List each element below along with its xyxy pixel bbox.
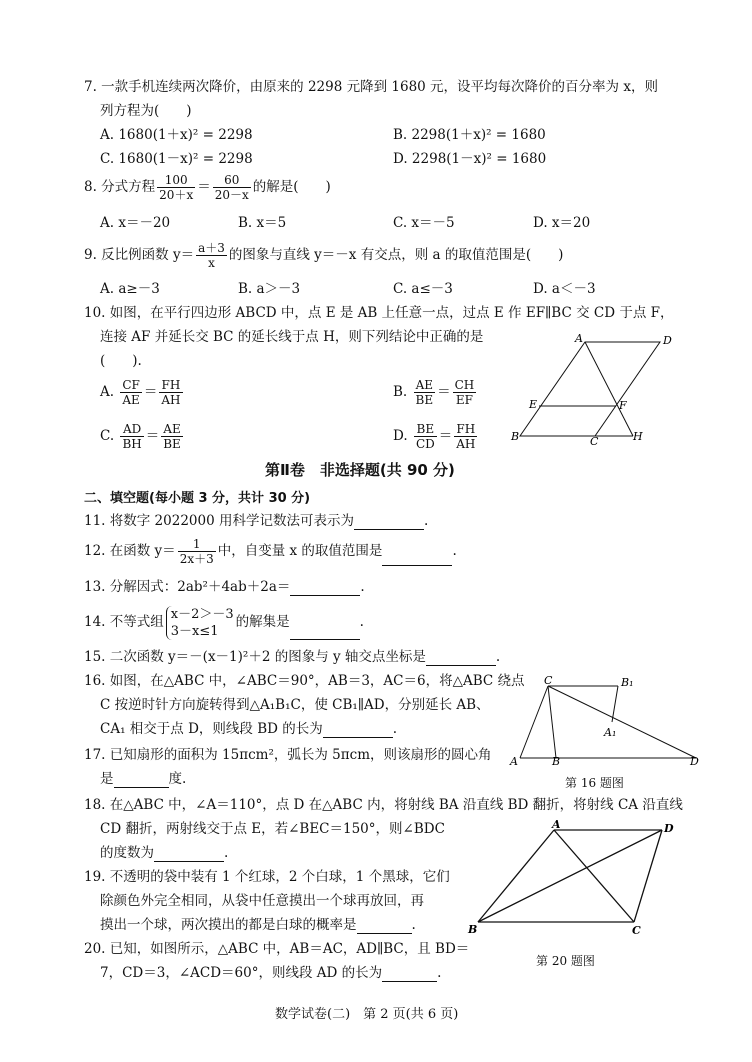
q9-stem: 9. 反比例函数 y＝ $\frac{a+3}{x}$ 的图象与直线 y＝－x 有交点，则 a 的取值范围是( ) <box>84 241 564 270</box>
q20-label-b: B <box>468 923 478 936</box>
q18-line1: 18. 在△ABC 中，∠A＝110°，点 D 在△ABC 内，将射线 BA 沿直线 BD 翻折，将射线 CA 沿直线 <box>84 797 683 813</box>
q8-prefix: 8. 分式方程 <box>84 179 156 195</box>
q10-label-f: F <box>619 399 627 412</box>
q18-line3: 的度数为 . <box>100 845 229 861</box>
q7-option-b: B. 2298(1＋x)² = 1680 <box>393 127 546 143</box>
q10-d-frac1: $\frac{BE}{CD}$ <box>415 422 435 451</box>
q16-line1: 16. 如图，在△ABC 中，∠ABC＝90°，AB＝3，AC＝6，将△ABC 绕点 <box>84 673 525 689</box>
q7-option-d: D. 2298(1－x)² = 1680 <box>393 151 547 167</box>
q10-d-frac2: $\frac{FH}{AH}$ <box>456 422 476 451</box>
q9-option-c: C. a≤－3 <box>393 281 453 297</box>
q14-inequality-system: x－2＞－3 3－x≤1 <box>166 606 234 640</box>
q12-answer-blank[interactable] <box>382 551 452 566</box>
q12: 12. 在函数 y＝ $\frac{1}{2x+3}$ 中，自变量 x 的取值范围是 . <box>84 537 457 566</box>
q20-segment-bd <box>478 830 662 922</box>
q7-option-c: C. 1680(1－x)² = 2298 <box>100 151 253 167</box>
q10-label-b: B <box>511 430 520 443</box>
q13-answer-blank[interactable] <box>290 581 360 596</box>
q10-option-a: A. $\frac{CF}{AE}$ ＝ $\frac{FH}{AH}$ <box>100 378 181 407</box>
q17-line2: 是 度. <box>100 771 187 787</box>
q14: 14. 不等式组 x－2＞－3 3－x≤1 的解集是 . <box>84 606 364 639</box>
q20-answer-blank[interactable] <box>382 967 437 982</box>
q16-rotation-figure <box>508 674 708 766</box>
q20-line2: 7，CD＝3，∠ACD＝60°，则线段 AD 的长为 . <box>100 965 442 981</box>
q10-a-frac1: $\frac{CF}{AE}$ <box>122 378 140 407</box>
q10-option-b: B. $\frac{AE}{BE}$ ＝ $\frac{CH}{EF}$ <box>393 378 475 407</box>
q10-c-frac1: $\frac{AD}{BH}$ <box>122 422 142 451</box>
section-2-title: 第Ⅱ卷 非选择题(共 90 分) <box>265 461 455 479</box>
q11-answer-blank[interactable] <box>354 515 424 530</box>
q16-segment-b1a1 <box>612 686 618 722</box>
q10-label-d: D <box>663 334 672 347</box>
q17-line1: 17. 已知扇形的面积为 15πcm²，弧长为 5πcm，则该扇形的圆心角 <box>84 747 492 763</box>
q7-line1: 7. 一款手机连续两次降价，由原来的 2298 元降到 1680 元，设平均每次降价的百分率为 x，则 <box>84 79 658 95</box>
q16-label-b1: B₁ <box>621 676 634 689</box>
q9-fraction: $\frac{a+3}{x}$ <box>198 241 225 270</box>
q15: 15. 二次函数 y＝－(x－1)²＋2 的图象与 y 轴交点坐标是 . <box>84 649 501 665</box>
q16-segment-cd <box>548 686 696 758</box>
q20-label-a: A <box>552 818 561 831</box>
q9-option-d: D. a＜－3 <box>533 281 596 297</box>
q10-b-frac2: $\frac{CH}{EF}$ <box>454 378 475 407</box>
q10-a-frac2: $\frac{FH}{AH}$ <box>161 378 181 407</box>
page-footer: 数学试卷(二) 第 2 页(共 6 页) <box>275 1007 459 1022</box>
q16-label-a1: A₁ <box>604 726 617 739</box>
q8-option-b: B. x＝5 <box>238 215 287 231</box>
q10-line2: 连接 AF 并延长交 BC 的延长线于点 H，则下列结论中正确的是 <box>100 329 484 345</box>
q16-segment-cb <box>548 686 556 758</box>
q16-line2: C 按逆时针方向旋转得到△A₁B₁C，使 CB₁∥AD，分别延长 AB、 <box>100 697 490 713</box>
q10-label-h: H <box>633 430 643 443</box>
q16-answer-blank[interactable] <box>323 723 393 738</box>
q10-label-a: A <box>575 332 583 345</box>
q8-suffix: 的解是( ) <box>252 179 331 195</box>
q10-parallelogram <box>520 342 660 436</box>
q11: 11. 将数字 2022000 用科学记数法可表示为 . <box>84 513 429 529</box>
q10-label-e: E <box>529 398 538 411</box>
q10-label-c: C <box>590 435 599 445</box>
q10-segment-ah <box>585 342 633 436</box>
q20-line1: 20. 已知，如图所示，△ABC 中，AB＝AC，AD∥BC，且 BD＝ <box>84 941 470 957</box>
q16-line3: CA₁ 相交于点 D，则线段 BD 的长为 . <box>100 721 398 737</box>
section-2-subtitle: 二、填空题(每小题 3 分，共计 30 分) <box>84 491 311 506</box>
q19-answer-blank[interactable] <box>357 919 412 934</box>
q8-stem: 8. 分式方程 $\frac{100}{20+x}$ ＝ $\frac{60}{20-x}$ 的解是( ) <box>84 173 331 202</box>
q8-option-a: A. x＝－20 <box>100 215 171 231</box>
q18-line2: CD 翻折，两射线交于点 E，若∠BEC＝150°，则∠BDC <box>100 821 445 837</box>
q10-b-frac1: $\frac{AE}{BE}$ <box>415 378 434 407</box>
q8-option-c: C. x＝－5 <box>393 215 455 231</box>
q10-parallelogram-figure <box>505 330 685 445</box>
q10-c-frac2: $\frac{AE}{BE}$ <box>163 422 181 451</box>
q20-segment-ab <box>478 830 554 922</box>
q10-option-c: C. $\frac{AD}{BH}$ ＝ $\frac{AE}{BE}$ <box>100 422 181 451</box>
q8-fraction-2: $\frac{60}{20-x}$ <box>214 173 249 202</box>
q19-line3: 摸出一个球，两次摸出的都是白球的概率是 . <box>100 917 416 933</box>
q20-segment-cd <box>634 830 662 922</box>
q12-fraction: $\frac{1}{2x+3}$ <box>179 537 214 566</box>
q18-answer-blank[interactable] <box>154 847 224 862</box>
q9-option-b: B. a＞－3 <box>238 281 301 297</box>
q7-option-a: A. 1680(1＋x)² = 2298 <box>100 127 253 143</box>
q13: 13. 分解因式：2ab²＋4ab＋2a＝ . <box>84 579 365 595</box>
q17-answer-blank[interactable] <box>114 773 169 788</box>
q9-option-a: A. a≥－3 <box>100 281 160 297</box>
q20-label-c: C <box>632 924 641 937</box>
q16-label-d: D <box>690 755 699 766</box>
q19-line1: 19. 不透明的袋中装有 1 个红球，2 个白球，1 个黑球，它们 <box>84 869 450 885</box>
q8-option-d: D. x＝20 <box>533 215 591 231</box>
q16-label-c: C <box>544 674 553 687</box>
q20-triangle-figure <box>462 818 680 940</box>
q16-segment-ca <box>520 686 548 758</box>
q15-answer-blank[interactable] <box>426 651 496 666</box>
q14-answer-blank[interactable] <box>290 625 360 640</box>
q16-label-b: B <box>552 755 561 766</box>
q20-caption: 第 20 题图 <box>536 954 595 968</box>
q19-line2: 除颜色外完全相同，从袋中任意摸出一个球再放回，再 <box>100 893 424 909</box>
q10-option-d: D. $\frac{BE}{CD}$ ＝ $\frac{FH}{AH}$ <box>393 422 476 451</box>
q20-segment-ac <box>554 830 634 922</box>
q20-label-d: D <box>664 822 674 835</box>
q10-line3: ( ). <box>100 353 142 369</box>
q10-line1: 10. 如图，在平行四边形 ABCD 中，点 E 是 AB 上任意一点，过点 E 作 EF∥BC 交 CD 于点 F， <box>84 305 674 321</box>
q16-label-a: A <box>510 755 518 766</box>
q16-caption: 第 16 题图 <box>565 776 624 790</box>
q8-fraction-1: $\frac{100}{20+x}$ <box>159 173 194 202</box>
q7-line2: 列方程为( ) <box>100 103 192 119</box>
